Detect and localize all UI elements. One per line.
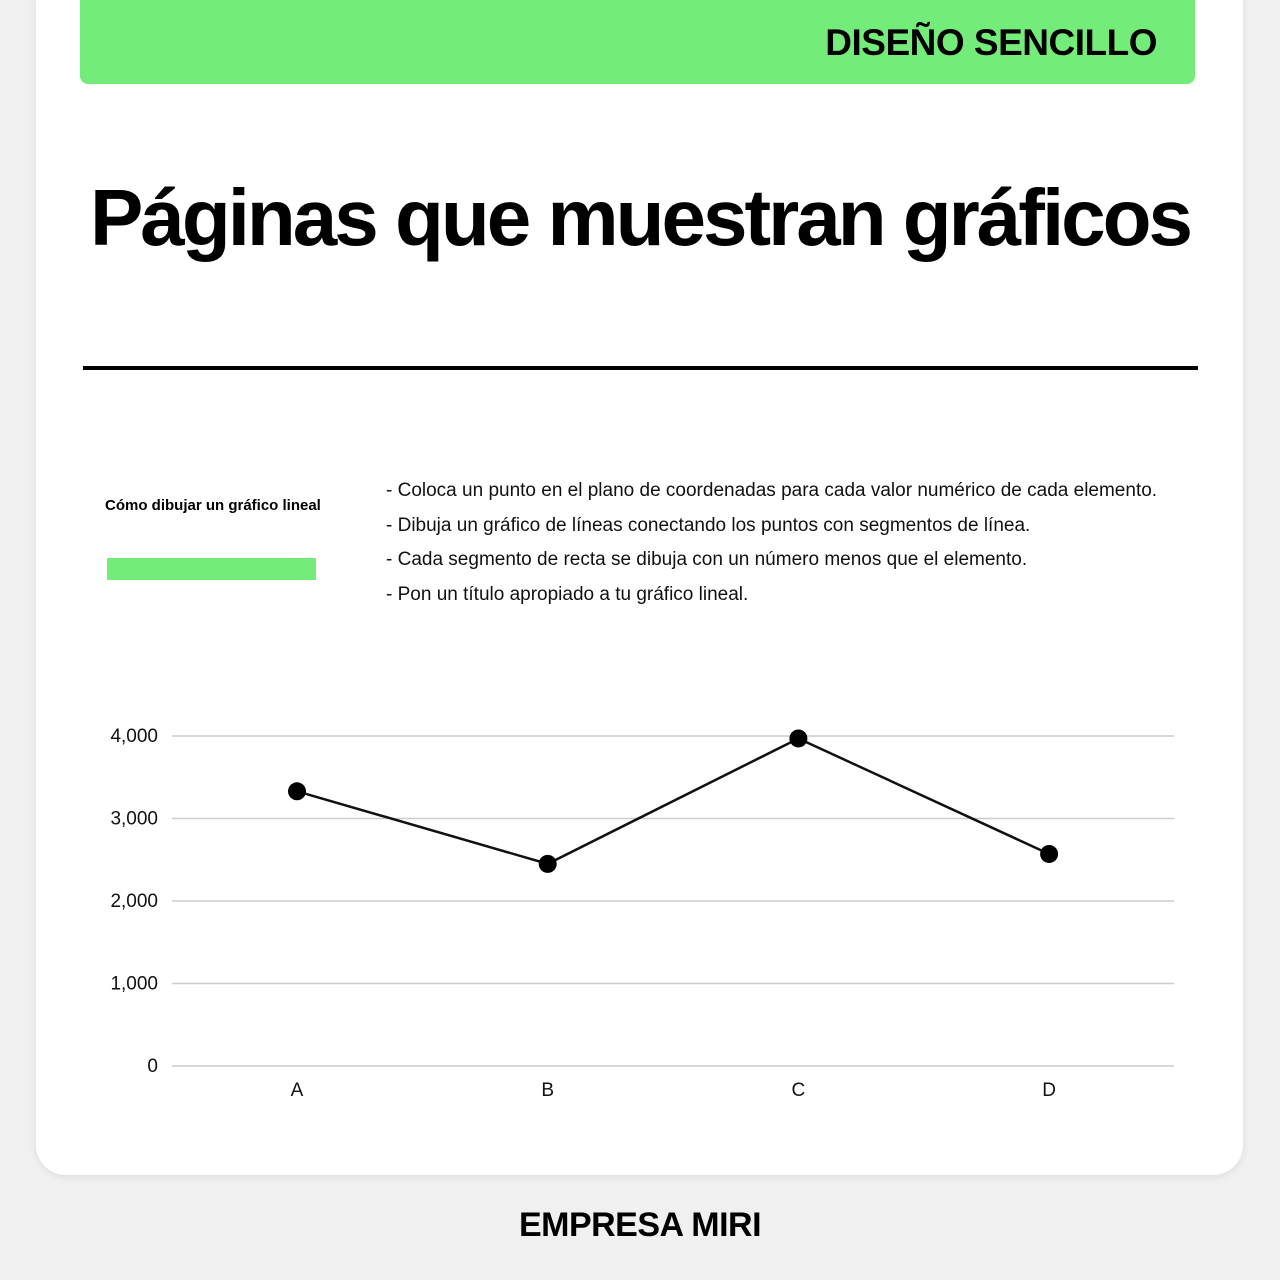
divider xyxy=(83,366,1198,370)
y-tick-label: 0 xyxy=(147,1056,158,1077)
x-tick-label: A xyxy=(290,1080,304,1101)
y-tick-label: 1,000 xyxy=(110,973,158,995)
accent-bar xyxy=(107,558,316,580)
data-point xyxy=(539,855,557,873)
y-tick-label: 4,000 xyxy=(110,726,158,747)
data-point xyxy=(288,782,306,800)
instruction-item: - Dibuja un gráfico de líneas conectando los puntos con segmentos de línea. xyxy=(386,514,1031,536)
banner-title: DISEÑO SENCILLO xyxy=(825,22,1157,63)
instruction-item: - Coloca un punto en el plano de coordenadas para cada valor numérico de cada elemento. xyxy=(386,480,1158,501)
footer-brand: EMPRESA MIRI xyxy=(518,1206,762,1244)
series-line xyxy=(297,738,1049,863)
x-tick-label: D xyxy=(1042,1080,1056,1101)
y-tick-label: 2,000 xyxy=(110,891,158,912)
header-banner xyxy=(80,0,1195,84)
x-tick-label: C xyxy=(791,1080,806,1101)
line-chart xyxy=(0,700,1280,1120)
data-point xyxy=(789,729,807,747)
section-label: Cómo dibujar un gráfico lineal xyxy=(105,497,321,514)
instruction-item: - Cada segmento de recta se dibuja con un número menos que el elemento. xyxy=(386,549,1028,570)
instructions-list xyxy=(386,474,1266,612)
instruction-item: - Pon un título apropiado a tu gráfico lineal. xyxy=(386,583,749,605)
page-title: Páginas que muestran gráficos xyxy=(89,173,1191,262)
x-tick-label: B xyxy=(541,1080,555,1101)
y-tick-label: 3,000 xyxy=(110,808,158,830)
data-point xyxy=(1040,845,1058,863)
